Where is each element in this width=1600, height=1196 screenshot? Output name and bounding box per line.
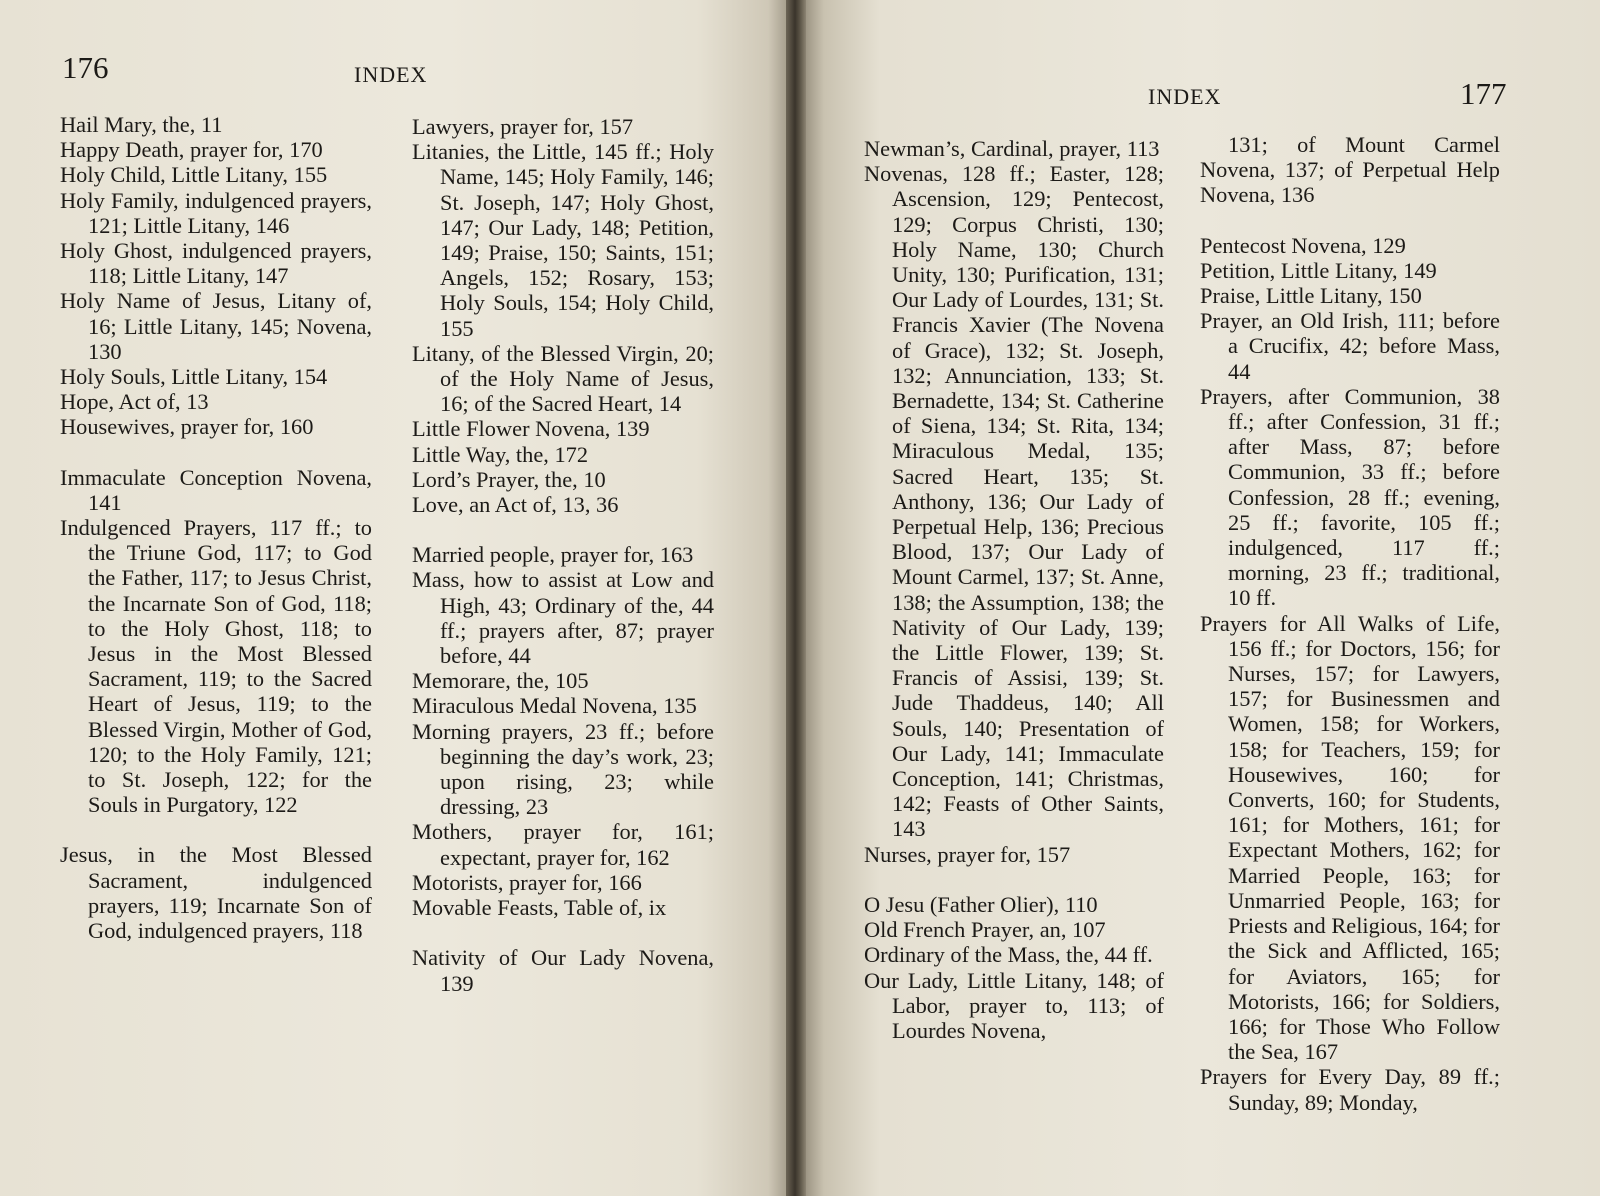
index-entry: Prayers for All Walks of Life, 156 ff.; for Doctors, 156; for Nurses, 157; for Lawyers, 157; for Businessmen and Women, 158; for Workers, 158; for Teachers, 159; for Housewives, 160; for Converts, 160; for Students, 161; for Mothers, 161; for Expectant Mothers, 162; for Married People, 163; for Unmarried People, 163; for Priests and Religious, 164; for the Sick and Afflicted, 165; for Aviators, 165; for Motorists, 166; for Soldiers, 166; for Those Who Follow the Sea, 167 bbox=[1200, 610, 1500, 1065]
running-head: INDEX bbox=[1148, 84, 1222, 109]
index-column-2 bbox=[412, 114, 714, 996]
index-entry: Novenas, 128 ff.; Easter, 128; Ascension, 129; Pentecost, 129; Corpus Christi, 130; Holy Name, 130; Church Unity, 130; Purification, 131; Our Lady of Lourdes, 131; St. Francis Xavier (The Novena of Grace), 132; St. Joseph, 132; Annunciation, 133; St. Bernadette, 134; St. Catherine of Siena, 134; St. Rita, 134; Miraculous Medal, 135; Sacred Heart, 135; St. Anthony, 136; Our Lady of Perpetual Help, 136; Precious Blood, 137; Our Lady of Mount Carmel, 137; St. Anne, 138; the Assumption, 138; the Nativity of Our Lady, 139; the Little Flower, 139; St. Francis of Assisi, 139; St. Jude Thaddeus, 140; All Souls, 140; Presentation of Our Lady, 141; Immaculate Conception, 141; Christmas, 142; Feasts of Other Saints, 143 bbox=[864, 161, 1164, 842]
left-page bbox=[0, 0, 792, 1196]
index-entry: Newman’s, Cardinal, prayer, 113 bbox=[864, 136, 1160, 161]
index-entry: Happy Death, prayer for, 170 bbox=[60, 137, 323, 163]
index-entry: Old French Prayer, an, 107 bbox=[864, 917, 1106, 943]
index-entry: Lawyers, prayer for, 157 bbox=[412, 114, 634, 139]
index-entry: Holy Child, Little Litany, 155 bbox=[60, 162, 328, 188]
index-column-1 bbox=[60, 112, 372, 943]
index-entry: Mothers, prayer for, 161; expectant, prayer for, 162 bbox=[412, 819, 714, 870]
index-entry: Pentecost Novena, 129 bbox=[1200, 232, 1406, 258]
index-entry: Miraculous Medal Novena, 135 bbox=[412, 693, 697, 719]
index-entry: 131; of Mount Carmel Novena, 137; of Perpetual Help Novena, 136 bbox=[1200, 132, 1500, 208]
index-entry: Holy Ghost, indulgenced prayers, 118; Little Litany, 147 bbox=[60, 238, 372, 289]
index-entry: Our Lady, Little Litany, 148; of Labor, prayer to, 113; of Lourdes Novena, bbox=[864, 967, 1164, 1043]
index-entry: Nurses, prayer for, 157 bbox=[864, 841, 1071, 867]
index-entry: Movable Feasts, Table of, ix bbox=[412, 895, 667, 921]
index-entry: Immaculate Conception Novena, 141 bbox=[60, 464, 372, 515]
index-entry: Prayers, after Communion, 38 ff.; after Confession, 31 ff.; after Mass, 87; before Communion, 33 ff.; before Confession, 28 ff.; evening, 25 ff.; favorite, 105 ff.; indulgenced, 117 ff.; morning, 23 ff.; traditional, 10 ff. bbox=[1200, 383, 1500, 611]
index-entry: Morning prayers, 23 ff.; before beginning the day’s work, 23; upon rising, 23; while dressing, 23 bbox=[412, 718, 714, 820]
index-entry: Lord’s Prayer, the, 10 bbox=[412, 466, 606, 492]
index-entry: Hail Mary, the, 11 bbox=[60, 112, 223, 137]
index-entry: Prayer, an Old Irish, 111; before a Crucifix, 42; before Mass, 44 bbox=[1200, 308, 1500, 384]
index-entry: Prayers for Every Day, 89 ff.; Sunday, 89; Monday, bbox=[1200, 1064, 1500, 1115]
index-entry: Holy Family, indulgenced prayers, 121; Little Litany, 146 bbox=[60, 187, 372, 238]
index-entry: Petition, Little Litany, 149 bbox=[1200, 257, 1437, 283]
index-entry: Nativity of Our Lady Novena, 139 bbox=[412, 945, 714, 996]
page-number: 177 bbox=[1460, 76, 1507, 111]
index-entry: Praise, Little Litany, 150 bbox=[1200, 283, 1422, 309]
running-head: INDEX bbox=[354, 62, 428, 87]
index-entry: O Jesu (Father Olier), 110 bbox=[864, 891, 1098, 917]
index-entry: Love, an Act of, 13, 36 bbox=[412, 492, 619, 518]
index-entry: Memorare, the, 105 bbox=[412, 668, 589, 694]
index-column-2 bbox=[1200, 132, 1500, 1115]
index-entry: Indulgenced Prayers, 117 ff.; to the Triune God, 117; to God the Father, 117; to Jesus Christ, the Incarnate Son of God, 118; to the Holy Ghost, 118; to Jesus in the Most Blessed Sacrament, 119; to the Sacred Heart of Jesus, 119; to the Blessed Virgin, Mother of God, 120; to the Holy Family, 121; to St. Joseph, 122; for the Souls in Purgatory, 122 bbox=[60, 515, 372, 818]
index-entry: Motorists, prayer for, 166 bbox=[412, 869, 642, 895]
index-entry: Little Flower Novena, 139 bbox=[412, 416, 650, 442]
index-entry: Litany, of the Blessed Virgin, 20; of the Holy Name of Jesus, 16; of the Sacred Heart, 14 bbox=[412, 340, 714, 417]
index-entry: Jesus, in the Most Blessed Sacrament, indulgenced prayers, 119; Incarnate Son of God, indulgenced prayers, 118 bbox=[60, 842, 372, 944]
index-entry: Hope, Act of, 13 bbox=[60, 389, 209, 415]
index-entry: Little Way, the, 172 bbox=[412, 441, 589, 467]
index-entry: Housewives, prayer for, 160 bbox=[60, 414, 314, 440]
index-entry: Holy Name of Jesus, Litany of, 16; Little Litany, 145; Novena, 130 bbox=[60, 288, 372, 364]
index-entry: Married people, prayer for, 163 bbox=[412, 542, 694, 568]
index-entry: Holy Souls, Little Litany, 154 bbox=[60, 364, 328, 390]
book-gutter bbox=[786, 0, 806, 1196]
index-entry: Litanies, the Little, 145 ff.; Holy Name, 145; Holy Family, 146; St. Joseph, 147; Holy Ghost, 147; Our Lady, 148; Petition, 149; Praise, 150; Saints, 151; Angels, 152; Rosary, 153; Holy Souls, 154; Holy Child, 155 bbox=[412, 139, 714, 341]
index-entry: Mass, how to assist at Low and High, 43; Ordinary of the, 44 ff.; prayers after, 87; prayer before, 44 bbox=[412, 567, 714, 669]
index-column-1 bbox=[864, 136, 1164, 1043]
right-page bbox=[800, 0, 1600, 1196]
page-number: 176 bbox=[62, 50, 109, 85]
index-entry: Ordinary of the Mass, the, 44 ff. bbox=[864, 942, 1153, 968]
